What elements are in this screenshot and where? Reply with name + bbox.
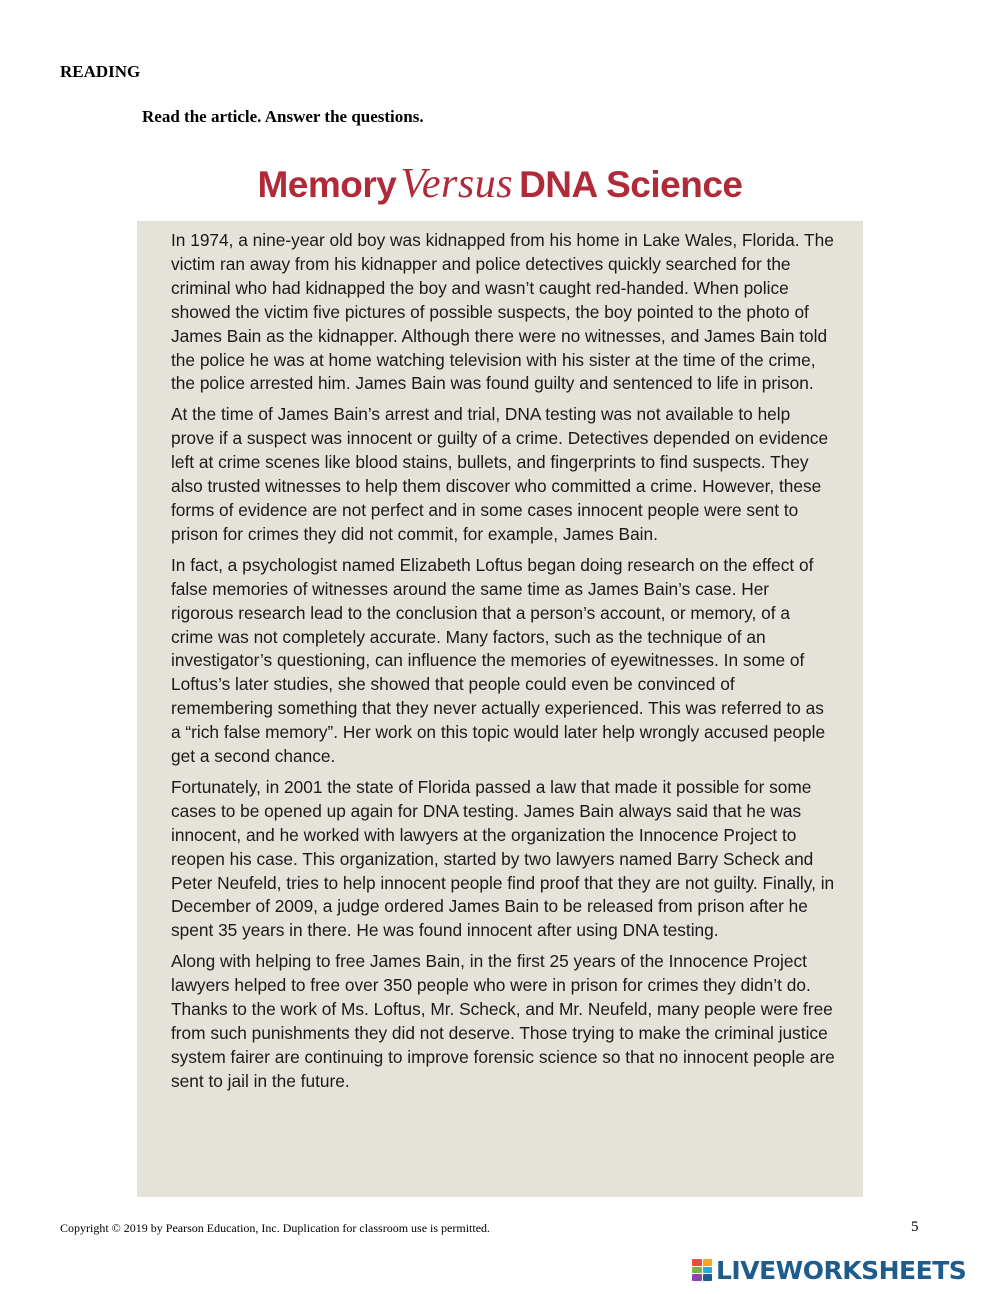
article-paragraph-3: In fact, a psychologist named Elizabeth Loftus began doing research on the effect of false memories of witnesses around the same time as James Bain’s case. Her rigorous research lead to the conclusion that a person’s account, or memory, of a crime was not completely accurate. Many factors, such as the technique of an investigator’s questioning, can influence the memories of eyewitnesses. In some of Loftus’s later studies, she showed that people could even be convinced of remembering something that they never actually experienced. This was referred to as a “rich false memory”. Her work on this topic would later help wrongly accused people get a second chance. (171, 554, 826, 767)
copyright-notice: Copyright © 2019 by Pearson Education, Inc. Duplication for classroom use is permitted. (60, 1221, 491, 1235)
title-memory: Memory (257, 164, 397, 205)
liveworksheets-logo-icon (692, 1259, 712, 1281)
title-dna-science: DNA Science (519, 164, 743, 205)
article-paragraph-5: Along with helping to free James Bain, in the first 25 years of the Innocence Project lawyers helped to free over 350 people who were in prison for crimes they didn’t do. Thanks to the work of Ms. Loftus, Mr. Scheck, and Mr. Neufeld, many people were free from such punishments they did not deserve. Those trying to make the criminal justice system fairer are continuing to improve forensic science so that no innocent people are sent to jail in the future. (171, 951, 835, 1091)
page-number: 5 (911, 1219, 919, 1235)
title-versus: Versus (400, 161, 514, 207)
article-box (137, 221, 863, 1197)
section-label: READING (60, 62, 141, 81)
liveworksheets-brand-text: LIVEWORKSHEETS (716, 1255, 967, 1285)
article-paragraph-1: In 1974, a nine-year old boy was kidnapped from his home in Lake Wales, Florida. The victim ran away from his kidnapper and police detectives quickly searched for the criminal who had kidnapped the boy and wasn’t caught red-handed. When police showed the victim five pictures of possible suspects, the boy pointed to the photo of James Bain as the kidnapper. Although there were no witnesses, and James Bain told the police he was at home watching television with his sister at the time of the crime, the police arrested him. James Bain was found guilty and sentenced to life in prison. (171, 230, 834, 394)
instructions: Read the article. Answer the questions. (142, 107, 424, 126)
article-paragraph-2: At the time of James Bain’s arrest and trial, DNA testing was not available to help prove if a suspect was innocent or guilty of a crime. Detectives depended on evidence left at crime scenes like blood stains, bullets, and fingerprints to find suspects. They also trusted witnesses to help them discover who committed a crime. However, these forms of evidence are not perfect and in some cases innocent people were sent to prison for crimes they did not commit, for example, James Bain. (171, 404, 829, 544)
article-body (171, 229, 836, 1101)
liveworksheets-logo[interactable] (692, 1255, 966, 1285)
article-paragraph-4: Fortunately, in 2001 the state of Florida passed a law that made it possible for some cases to be opened up again for DNA testing. James Bain always said that he was innocent, and he worked with lawyers at the organization the Innocence Project to reopen his case. This organization, started by two lawyers named Barry Scheck and Peter Neufeld, tries to help innocent people find proof that they are not guilty. Finally, in December of 2009, a judge ordered James Bain to be released from prison after he spent 35 years in there. He was found innocent after using DNA testing. (171, 776, 835, 941)
article-title (0, 160, 1000, 208)
